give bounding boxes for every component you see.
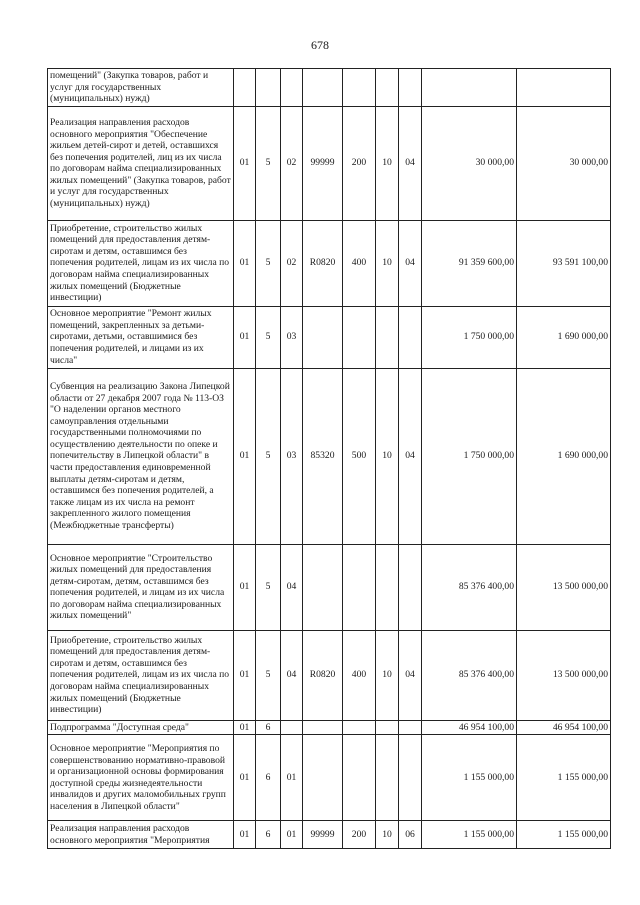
amount-year-2: 93 591 100,00 <box>517 220 611 306</box>
table-row <box>48 106 611 220</box>
amount-year-1: 46 954 100,00 <box>422 720 517 735</box>
section-code <box>376 306 399 368</box>
subprogram-code: 5 <box>256 220 281 306</box>
amount-year-1: 1 155 000,00 <box>422 735 517 821</box>
subsection-code <box>399 306 422 368</box>
amount-year-2 <box>517 69 611 107</box>
expense-direction-code: 99999 <box>303 821 343 849</box>
amount-year-1: 30 000,00 <box>422 106 517 220</box>
subsection-code: 04 <box>399 106 422 220</box>
expense-type-code <box>343 735 376 821</box>
table-row <box>48 69 611 107</box>
subprogram-code: 5 <box>256 306 281 368</box>
section-code: 10 <box>376 630 399 720</box>
table-row <box>48 630 611 720</box>
expense-type-code: 200 <box>343 106 376 220</box>
expense-direction-code <box>303 69 343 107</box>
activity-code: 02 <box>281 220 303 306</box>
budget-table <box>47 68 611 849</box>
activity-code: 03 <box>281 306 303 368</box>
row-description: Приобретение, строительство жилых помещений для предоставления детям-сиротам и детям, оставшимся без попечения родителей, лицам из их числа по договорам найма специализированных жилых помещений (Бюджетные инвестиции) <box>48 630 234 720</box>
expense-direction-code <box>303 735 343 821</box>
activity-code: 04 <box>281 630 303 720</box>
row-description: Субвенция на реализацию Закона Липецкой области от 27 декабря 2007 года № 113-ОЗ "О наделении органов местного самоуправления отдельными государственными полномочиями по осуществлению деятельности по опеке и попечительству в Липецкой области" в части предоставления единовременной выплаты детям-сиротам и детям, оставшимся без попечения родителей, а также лицам из их числа на ремонт закрепленного жилого помещения (Межбюджетные трансферты) <box>48 368 234 544</box>
subprogram-code: 5 <box>256 368 281 544</box>
subprogram-code: 6 <box>256 735 281 821</box>
subprogram-code: 5 <box>256 630 281 720</box>
row-description: Реализация направления расходов основного мероприятия "Мероприятия <box>48 821 234 849</box>
expense-type-code: 500 <box>343 368 376 544</box>
expense-direction-code: R0820 <box>303 630 343 720</box>
table-row <box>48 544 611 630</box>
section-code <box>376 544 399 630</box>
table-row <box>48 220 611 306</box>
program-code: 01 <box>234 306 256 368</box>
amount-year-1: 1 750 000,00 <box>422 306 517 368</box>
subsection-code: 06 <box>399 821 422 849</box>
program-code <box>234 69 256 107</box>
activity-code: 02 <box>281 106 303 220</box>
table-row <box>48 306 611 368</box>
subsection-code <box>399 544 422 630</box>
expense-direction-code: R0820 <box>303 220 343 306</box>
amount-year-1 <box>422 69 517 107</box>
program-code: 01 <box>234 821 256 849</box>
table-row <box>48 720 611 735</box>
amount-year-2: 1 690 000,00 <box>517 306 611 368</box>
amount-year-2: 13 500 000,00 <box>517 544 611 630</box>
expense-direction-code: 99999 <box>303 106 343 220</box>
section-code <box>376 720 399 735</box>
program-code: 01 <box>234 368 256 544</box>
row-description: Основное мероприятие "Ремонт жилых помещений, закрепленных за детьми-сиротами, детьми, оставшимися без попечения родителей, и лицами из их числа" <box>48 306 234 368</box>
subsection-code: 04 <box>399 630 422 720</box>
activity-code: 04 <box>281 544 303 630</box>
amount-year-2: 13 500 000,00 <box>517 630 611 720</box>
subprogram-code: 5 <box>256 106 281 220</box>
activity-code <box>281 720 303 735</box>
row-description: Приобретение, строительство жилых помещений для предоставления детям-сиротам и детям, оставшимся без попечения родителей, лицам из их числа по договорам найма специализированных жилых помещений (Бюджетные инвестиции) <box>48 220 234 306</box>
amount-year-2: 1 155 000,00 <box>517 735 611 821</box>
program-code: 01 <box>234 220 256 306</box>
subsection-code <box>399 69 422 107</box>
expense-direction-code <box>303 544 343 630</box>
section-code: 10 <box>376 106 399 220</box>
expense-type-code <box>343 720 376 735</box>
row-description: помещений" (Закупка товаров, работ и услуг для государственных (муниципальных) нужд) <box>48 69 234 107</box>
activity-code: 01 <box>281 735 303 821</box>
row-description: Подпрограмма "Доступная среда" <box>48 720 234 735</box>
subsection-code <box>399 720 422 735</box>
section-code: 10 <box>376 821 399 849</box>
expense-direction-code <box>303 306 343 368</box>
amount-year-1: 91 359 600,00 <box>422 220 517 306</box>
subprogram-code: 5 <box>256 544 281 630</box>
expense-type-code <box>343 306 376 368</box>
amount-year-2: 30 000,00 <box>517 106 611 220</box>
section-code: 10 <box>376 368 399 544</box>
program-code: 01 <box>234 720 256 735</box>
subsection-code: 04 <box>399 220 422 306</box>
row-description: Реализация направления расходов основного мероприятия "Обеспечение жильем детей-сирот и детей, оставшихся без попечения родителей, лиц из их числа по договорам найма специализированных жилых помещений" (Закупка товаров, работ и услуг для государственных (муниципальных) нужд) <box>48 106 234 220</box>
amount-year-2: 46 954 100,00 <box>517 720 611 735</box>
activity-code: 03 <box>281 368 303 544</box>
table-row <box>48 821 611 849</box>
amount-year-1: 85 376 400,00 <box>422 630 517 720</box>
activity-code <box>281 69 303 107</box>
page-number: 678 <box>311 38 329 52</box>
subprogram-code: 6 <box>256 720 281 735</box>
amount-year-1: 1 155 000,00 <box>422 821 517 849</box>
section-code <box>376 69 399 107</box>
expense-type-code: 200 <box>343 821 376 849</box>
amount-year-2: 1 155 000,00 <box>517 821 611 849</box>
table-row <box>48 368 611 544</box>
amount-year-1: 1 750 000,00 <box>422 368 517 544</box>
amount-year-2: 1 690 000,00 <box>517 368 611 544</box>
subprogram-code: 6 <box>256 821 281 849</box>
expense-type-code <box>343 69 376 107</box>
expense-type-code: 400 <box>343 220 376 306</box>
expense-type-code: 400 <box>343 630 376 720</box>
program-code: 01 <box>234 544 256 630</box>
subsection-code: 04 <box>399 368 422 544</box>
program-code: 01 <box>234 735 256 821</box>
expense-direction-code <box>303 720 343 735</box>
amount-year-1: 85 376 400,00 <box>422 544 517 630</box>
program-code: 01 <box>234 630 256 720</box>
subprogram-code <box>256 69 281 107</box>
subsection-code <box>399 735 422 821</box>
section-code: 10 <box>376 220 399 306</box>
row-description: Основное мероприятие "Строительство жилых помещений для предоставления детям-сиротам, детям, оставшимся без попечения родителей, и лицам из их числа по договорам найма специализированных жилых помещений" <box>48 544 234 630</box>
expense-direction-code: 85320 <box>303 368 343 544</box>
expense-type-code <box>343 544 376 630</box>
program-code: 01 <box>234 106 256 220</box>
section-code <box>376 735 399 821</box>
activity-code: 01 <box>281 821 303 849</box>
row-description: Основное мероприятие "Мероприятия по совершенствованию нормативно-правовой и организационной основы формирования доступной среды жизнедеятельности инвалидов и других маломобильных групп населения в Липецкой области" <box>48 735 234 821</box>
table-row <box>48 735 611 821</box>
